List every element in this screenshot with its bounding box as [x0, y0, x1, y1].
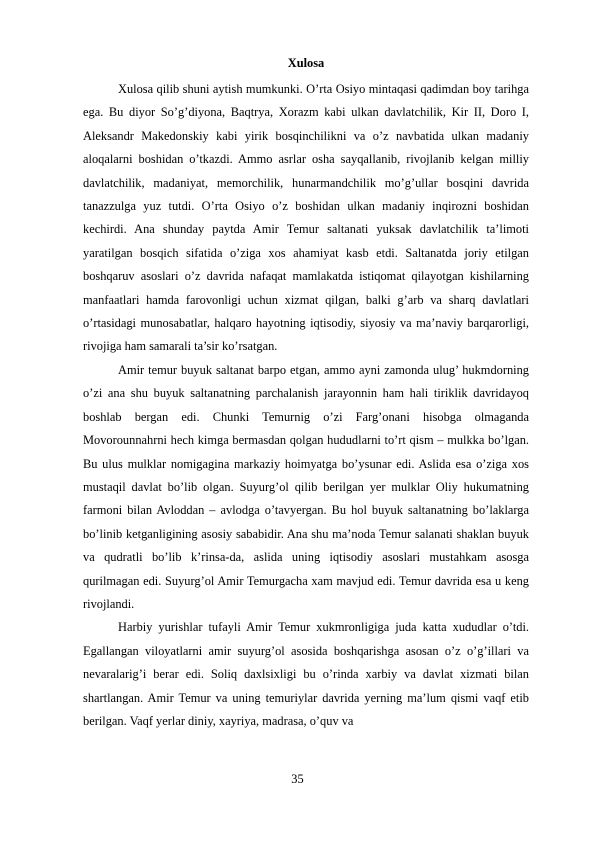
paragraph-3: Harbiy yurishlar tufayli Amir Temur xukmronligiga juda katta xududlar o’tdi. Egallangan viloyatlarni amir suyurg’ol asosida boshqarishga asosan o’z o’g’illari va nevaralarig’i berar edi. Soliq daxlsixligi bu o’rinda xarbiy va davlat xizmati bilan shartlangan. Amir Temur va uning temuriylar davrida yerning ma’lum qismi vaqf etib berilgan. Vaqf yerlar diniy, xayriya, madrasa, o’quv va [83, 620, 529, 728]
document-body [83, 54, 529, 733]
page-title: Xulosa [287, 56, 325, 70]
paragraph-1: Xulosa qilib shuni aytish mumkunki. O’rta Osiyo mintaqasi qadimdan boy tarihga ega. Bu diyor So’g’diyona, Baqtrya, Xorazm kabi ulkan davlatchilik, Kir II, Doro I, Aleksandr Makedonskiy kabi yirik bosqinchilikni va o’z navbatida ulkan madaniy aloqalarni boshidan o’tkazdi. Ammo asrlar osha sayqallanib, rivojlanib kelgan milliy davlatchilik, madaniyat, memorchilik, hunarmandchilik mo’g’ullar bosqini davrida tanazzulga yuz tutdi. O’rta Osiyo o’z boshidan ulkan madaniy inqirozni boshidan kechirdi. Ana shunday paytda Amir Temur saltanati yuksak davlatchilik ta’limoti yaratilgan bosqich sifatida o’ziga xos ahamiyat kasb etdi. Saltanatda joriy etilgan boshqaruv asoslari o’z davrida nafaqat mamlakatda istiqomat qilayotgan kishilarning manfaatlari hamda farovonligi uchun xizmat qilgan, balki g’arb va sharq davlatlari o’rtasidagi munosabatlar, halqaro hayotning iqtisodiy, siyosiy va ma’naviy barqarorligi, rivojiga ham samarali ta’sir ko’rsatgan. [83, 82, 529, 354]
paragraph-2: Amir temur buyuk saltanat barpo etgan, ammo ayni zamonda ulug’ hukmdorning o’zi ana shu buyuk saltanatning parchalanish jarayonnin ham hali tiriklik davridayoq boshlab bergan edi. Chunki Temurnig o’zi Farg’onani hisobga olmaganda Movorounnahrni hech kimga bermasdan qolgan hududlarni to’rt qism – mulkka bo’lgan. Bu ulus mulklar nomigagina markaziy hoimyatga bo’ysunar edi. Aslida esa o’ziga xos mustaqil davlat bo’lib olgan. Suyurg’ol qilib berilgan yer mulklar Oliy hukumatning farmoni bilan Avloddan – avlodga o’tavyergan. Bu hol buyuk saltanatning bo’laklarga bo’linib ketganligining asosiy sababidir. Ana shu ma’noda Temur salanati shaklan buyuk va qudratli bo’lib k’rinsa-da, aslida uning iqtisodiy asoslari mustahkam asosga qurilmagan edi. Suyurg’ol Amir Temurgacha xam mavjud edi. Temur davrida esa u keng rivojlandi. [83, 362, 529, 611]
page-number: 35 [291, 772, 304, 786]
